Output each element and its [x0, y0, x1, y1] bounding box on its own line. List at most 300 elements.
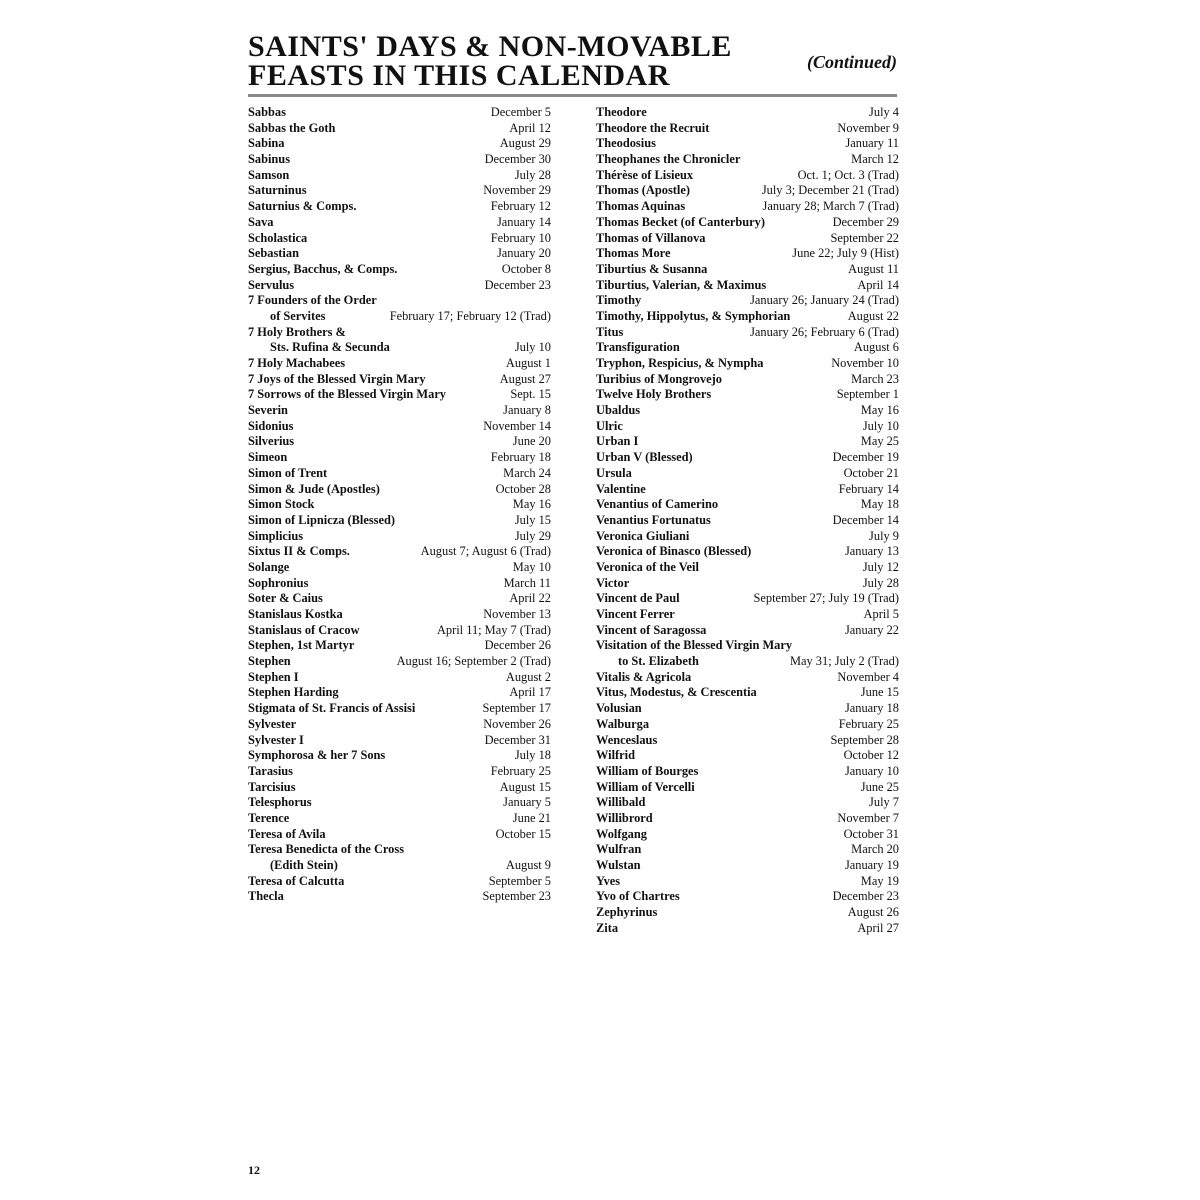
- saint-name: Stephen I: [248, 669, 299, 684]
- saint-entry: [596, 278, 899, 294]
- feast-date: May 18: [860, 497, 899, 512]
- saint-name: Sabina: [248, 136, 285, 151]
- saint-entry: [248, 183, 551, 199]
- saint-name: Teresa of Avila: [248, 826, 326, 841]
- saint-name: Titus: [596, 324, 624, 339]
- saint-entry: [596, 670, 899, 686]
- saint-name: Saturnius & Comps.: [248, 199, 357, 214]
- feast-date: November 7: [837, 810, 899, 825]
- feast-date: December 5: [490, 105, 551, 119]
- saint-entry: [596, 434, 899, 450]
- saint-entry: [248, 780, 551, 796]
- feast-date: September 1: [836, 387, 899, 402]
- saint-name: Victor: [596, 575, 630, 590]
- saint-entry: [596, 544, 899, 560]
- saint-name: Teresa Benedicta of the Cross: [248, 842, 405, 857]
- saint-entry: [248, 278, 551, 294]
- saint-entry: [248, 215, 551, 231]
- saint-entry: [248, 105, 551, 121]
- feast-date: April 11; May 7 (Trad): [436, 622, 551, 637]
- saint-name: Simon Stock: [248, 497, 315, 512]
- feast-date: July 10: [514, 340, 551, 355]
- saint-entry: [596, 513, 899, 529]
- saint-entry: [248, 293, 551, 309]
- saint-entry: [248, 827, 551, 843]
- feast-date: August 15: [499, 779, 551, 794]
- saint-name: Teresa of Calcutta: [248, 873, 345, 888]
- saint-name: Wulstan: [596, 858, 641, 872]
- saint-entry: [248, 717, 551, 733]
- saint-entry: [596, 403, 899, 419]
- saint-name: Veronica Giuliani: [596, 528, 690, 543]
- saint-name: Vincent of Saragossa: [596, 622, 707, 637]
- saint-name: William of Vercelli: [596, 779, 695, 794]
- saint-name: Venantius of Camerino: [596, 497, 719, 512]
- feast-date: October 8: [501, 261, 551, 276]
- saint-name: Thomas of Villanova: [596, 230, 706, 245]
- saint-entry: [248, 231, 551, 247]
- saint-entry: [596, 340, 899, 356]
- saint-entry: [248, 356, 551, 372]
- continued-label: (Continued): [806, 52, 897, 72]
- saint-entry: [596, 372, 899, 388]
- saint-name: Tryphon, Respicius, & Nympha: [596, 356, 764, 370]
- feast-date: September 5: [488, 873, 551, 888]
- saint-name: Ubaldus: [596, 403, 641, 418]
- saint-name: Vitalis & Agricola: [596, 669, 692, 684]
- saint-entry: [248, 434, 551, 450]
- feast-date: August 7; August 6 (Trad): [420, 544, 551, 559]
- saint-entry: [248, 309, 551, 325]
- feast-date: September 17: [482, 701, 551, 716]
- saint-entry: [248, 419, 551, 435]
- saint-name: Sidonius: [248, 418, 294, 433]
- saint-entry: [596, 874, 899, 890]
- saint-entry: [596, 717, 899, 733]
- saint-name: Turibius of Mongrovejo: [596, 371, 722, 386]
- saint-entry: [596, 482, 899, 498]
- saint-name: Tarasius: [248, 763, 293, 778]
- feast-date: July 3; December 21 (Trad): [761, 183, 899, 198]
- saint-entry: [248, 513, 551, 529]
- feast-date: July 10: [862, 418, 899, 433]
- feast-date: August 29: [499, 136, 551, 151]
- saint-name: Soter & Caius: [248, 591, 323, 606]
- feast-date: June 22; July 9 (Hist): [792, 246, 899, 261]
- saint-entry: [596, 701, 899, 717]
- saint-entry: [596, 529, 899, 545]
- saint-name: Thomas More: [596, 246, 671, 261]
- feast-date: August 9: [505, 858, 551, 872]
- saint-name: Sts. Rufina & Secunda: [270, 340, 390, 355]
- saint-entry: [248, 889, 551, 905]
- feast-date: December 23: [832, 889, 899, 904]
- feast-date: September 27; July 19 (Trad): [753, 591, 899, 606]
- saint-entry: [248, 748, 551, 764]
- left-column: [248, 105, 551, 905]
- saint-entry: [596, 466, 899, 482]
- saint-entry: [596, 905, 899, 921]
- saint-name: Theodosius: [596, 136, 656, 151]
- feast-date: November 9: [837, 120, 899, 135]
- feast-date: April 14: [857, 277, 899, 292]
- feast-date: March 24: [503, 465, 551, 480]
- saint-entry: [596, 309, 899, 325]
- saint-entry: [248, 654, 551, 670]
- feast-date: March 11: [503, 575, 551, 590]
- feast-date: July 9: [869, 528, 899, 543]
- feast-date: February 25: [838, 716, 899, 731]
- feast-date: February 25: [490, 763, 551, 778]
- saint-name: Sergius, Bacchus, & Comps.: [248, 261, 398, 276]
- saint-entry: [596, 576, 899, 592]
- saint-name: 7 Sorrows of the Blessed Virgin Mary: [248, 387, 447, 402]
- saint-name: Walburga: [596, 716, 650, 731]
- feast-date: May 10: [512, 559, 551, 574]
- saint-name: 7 Holy Brothers &: [248, 324, 346, 339]
- saint-entry: [248, 685, 551, 701]
- saint-name: Timothy, Hippolytus, & Symphorian: [596, 308, 791, 323]
- saint-name: Thomas Aquinas: [596, 199, 686, 214]
- feast-date: November 13: [483, 607, 551, 621]
- feast-date: January 18: [844, 701, 899, 716]
- saint-name: Stanislaus Kostka: [248, 607, 343, 621]
- feast-date: October 31: [843, 826, 899, 841]
- saint-entry: [248, 576, 551, 592]
- saint-entry: [596, 607, 899, 623]
- feast-date: January 11: [845, 136, 899, 151]
- saint-entry: [248, 811, 551, 827]
- feast-date: April 5: [863, 607, 899, 621]
- saint-name: Willibald: [596, 795, 646, 810]
- saint-name: Wulfran: [596, 842, 642, 857]
- saint-name: Silverius: [248, 434, 295, 449]
- saint-name: 7 Founders of the Order: [248, 293, 377, 308]
- saint-name: Wilfrid: [596, 748, 636, 763]
- saint-name: Urban V (Blessed): [596, 450, 693, 465]
- feast-date: March 20: [851, 842, 899, 857]
- saint-entry: [248, 121, 551, 137]
- saint-name: Thomas (Apostle): [596, 183, 690, 198]
- saint-entry: [596, 560, 899, 576]
- saint-entry: [596, 325, 899, 341]
- saint-entry: [596, 795, 899, 811]
- saint-name: Veronica of Binasco (Blessed): [596, 544, 752, 559]
- feast-date: April 22: [509, 591, 551, 606]
- feast-date: July 15: [514, 512, 551, 527]
- saint-name: Sophronius: [248, 575, 309, 590]
- saint-entry: [248, 466, 551, 482]
- saint-entry: [596, 733, 899, 749]
- saint-entry: [248, 246, 551, 262]
- saint-entry: [248, 842, 551, 858]
- saint-entry: [248, 544, 551, 560]
- feast-date: February 14: [838, 481, 899, 496]
- saint-name: Vincent de Paul: [596, 591, 680, 606]
- saint-name: Sylvester I: [248, 732, 304, 747]
- saint-entry: [248, 733, 551, 749]
- saint-name: Scholastica: [248, 230, 308, 245]
- saint-entry: [248, 199, 551, 215]
- saint-entry: [248, 638, 551, 654]
- saint-entry: [596, 685, 899, 701]
- saint-name: Veronica of the Veil: [596, 559, 699, 574]
- saint-name: Thérèse of Lisieux: [596, 167, 694, 182]
- saint-entry: [596, 827, 899, 843]
- feast-date: January 14: [496, 214, 551, 229]
- saint-entry: [596, 356, 899, 372]
- saint-entry: [596, 419, 899, 435]
- saint-name: Zita: [596, 920, 619, 935]
- saint-name: Yvo of Chartres: [596, 889, 680, 904]
- feast-date: March 23: [851, 371, 899, 386]
- feast-date: November 29: [483, 183, 551, 198]
- saint-entry: [248, 560, 551, 576]
- saint-name: Stephen Harding: [248, 685, 339, 700]
- saint-name: Stigmata of St. Francis of Assisi: [248, 701, 416, 716]
- saint-entry: [596, 623, 899, 639]
- feast-date: Oct. 1; Oct. 3 (Trad): [797, 167, 899, 182]
- feast-date: November 10: [831, 356, 899, 370]
- feast-date: July 7: [869, 795, 899, 810]
- saint-entry: [248, 874, 551, 890]
- saint-name: 7 Holy Machabees: [248, 356, 346, 370]
- feast-date: January 22: [844, 622, 899, 637]
- saint-entry: [248, 325, 551, 341]
- saint-name: Sabinus: [248, 152, 291, 167]
- saint-entry: [248, 152, 551, 168]
- saint-name: Ursula: [596, 465, 632, 480]
- saint-entry: [596, 387, 899, 403]
- saint-entry: [596, 858, 899, 874]
- feast-date: May 25: [860, 434, 899, 449]
- page-number: 12: [248, 1163, 260, 1177]
- feast-date: May 16: [860, 403, 899, 418]
- title-line-1: SAINTS' DAYS & NON-MOVABLE: [248, 30, 732, 63]
- feast-date: January 28; March 7 (Trad): [762, 199, 899, 214]
- feast-date: March 12: [851, 152, 899, 167]
- feast-date: August 6: [853, 340, 899, 355]
- saint-name: Thomas Becket (of Canterbury): [596, 214, 765, 229]
- saint-entry: [596, 842, 899, 858]
- saint-entry: [248, 858, 551, 874]
- saint-name: Simon of Lipnicza (Blessed): [248, 512, 395, 527]
- saint-name: 7 Joys of the Blessed Virgin Mary: [248, 371, 426, 386]
- saint-entry: [596, 168, 899, 184]
- saint-entry: [248, 262, 551, 278]
- feast-date: November 26: [483, 716, 551, 731]
- saint-entry: [248, 529, 551, 545]
- feast-date: July 28: [514, 167, 551, 182]
- saint-name: to St. Elizabeth: [618, 654, 699, 669]
- saint-name: Sylvester: [248, 716, 297, 731]
- feast-date: December 19: [832, 450, 899, 465]
- feast-date: August 1: [505, 356, 551, 370]
- saint-name: Samson: [248, 167, 290, 182]
- saint-entry: [248, 795, 551, 811]
- saint-name: Volusian: [596, 701, 642, 716]
- feast-date: August 11: [848, 261, 899, 276]
- feast-date: January 5: [503, 795, 551, 810]
- feast-date: January 20: [496, 246, 551, 261]
- feast-date: November 14: [483, 418, 551, 433]
- saint-name: of Servites: [270, 308, 326, 323]
- saint-name: Sava: [248, 214, 274, 229]
- feast-date: January 13: [844, 544, 899, 559]
- feast-date: August 26: [847, 905, 899, 920]
- saint-entry: [248, 764, 551, 780]
- feast-date: September 23: [482, 889, 551, 904]
- saint-name: Willibrord: [596, 810, 653, 825]
- saint-name: Wenceslaus: [596, 732, 658, 747]
- saint-name: Solange: [248, 559, 290, 574]
- saint-entry: [596, 497, 899, 513]
- feast-date: December 29: [832, 214, 899, 229]
- saint-name: Terence: [248, 810, 290, 825]
- feast-date: Sept. 15: [510, 387, 551, 402]
- saint-name: Theodore the Recruit: [596, 120, 710, 135]
- saint-entry: [596, 748, 899, 764]
- saint-entry: [248, 168, 551, 184]
- saint-name: Theophanes the Chronicler: [596, 152, 741, 167]
- saint-name: Visitation of the Blessed Virgin Mary: [596, 638, 793, 653]
- saint-entry: [248, 701, 551, 717]
- saint-name: Simon & Jude (Apostles): [248, 481, 380, 496]
- feast-date: October 15: [495, 826, 551, 841]
- saint-name: Twelve Holy Brothers: [596, 387, 712, 402]
- saint-entry: [248, 372, 551, 388]
- feast-date: June 25: [860, 779, 899, 794]
- saint-name: Yves: [596, 873, 621, 888]
- feast-date: July 12: [862, 559, 899, 574]
- feast-date: February 18: [490, 450, 551, 465]
- saint-name: Servulus: [248, 277, 295, 292]
- feast-date: August 22: [847, 308, 899, 323]
- saint-entry: [596, 889, 899, 905]
- saint-entry: [596, 105, 899, 121]
- saint-name: Simplicius: [248, 528, 304, 543]
- saint-entry: [596, 293, 899, 309]
- saint-name: Stephen: [248, 654, 291, 669]
- saint-name: William of Bourges: [596, 763, 699, 778]
- saint-entry: [596, 450, 899, 466]
- saint-name: Sixtus II & Comps.: [248, 544, 350, 559]
- feast-date: July 4: [869, 105, 899, 119]
- saint-name: Transfiguration: [596, 340, 680, 355]
- saint-name: Vitus, Modestus, & Crescentia: [596, 685, 757, 700]
- feast-date: December 23: [484, 277, 551, 292]
- saint-name: Wolfgang: [596, 826, 647, 841]
- saint-name: Simeon: [248, 450, 288, 465]
- saint-entry: [596, 246, 899, 262]
- right-column: [596, 105, 899, 936]
- saint-name: Severin: [248, 403, 288, 418]
- saint-entry: [596, 199, 899, 215]
- feast-date: July 18: [514, 748, 551, 763]
- saint-name: Ulric: [596, 418, 623, 433]
- saint-name: Sabbas the Goth: [248, 120, 336, 135]
- feast-date: May 19: [860, 873, 899, 888]
- feast-date: October 12: [843, 748, 899, 763]
- saint-name: Telesphorus: [248, 795, 312, 810]
- feast-date: April 12: [509, 120, 551, 135]
- saint-entry: [596, 136, 899, 152]
- feast-date: April 17: [509, 685, 551, 700]
- saint-entry: [248, 340, 551, 356]
- feast-date: August 2: [505, 669, 551, 684]
- page-title: [248, 32, 732, 90]
- feast-date: June 20: [512, 434, 551, 449]
- saint-entry: [596, 654, 899, 670]
- feast-date: September 28: [830, 732, 899, 747]
- saint-entry: [248, 136, 551, 152]
- saint-entry: [248, 497, 551, 513]
- saint-name: Symphorosa & her 7 Sons: [248, 748, 386, 763]
- feast-date: December 26: [484, 638, 551, 653]
- saint-entry: [248, 623, 551, 639]
- feast-date: July 28: [862, 575, 899, 590]
- saint-name: Thecla: [248, 889, 284, 904]
- saint-entry: [596, 215, 899, 231]
- feast-date: October 28: [495, 481, 551, 496]
- feast-date: January 19: [844, 858, 899, 872]
- saint-entry: [596, 780, 899, 796]
- feast-date: July 29: [514, 528, 551, 543]
- title-rule: [248, 94, 897, 97]
- saint-entry: [596, 764, 899, 780]
- saint-entry: [596, 152, 899, 168]
- feast-date: December 31: [484, 732, 551, 747]
- saint-entry: [596, 811, 899, 827]
- saint-entry: [248, 403, 551, 419]
- feast-date: December 30: [484, 152, 551, 167]
- feast-date: May 31; July 2 (Trad): [790, 654, 899, 669]
- feast-date: October 21: [843, 465, 899, 480]
- saint-name: Tarcisius: [248, 779, 296, 794]
- feast-date: April 27: [857, 920, 899, 935]
- feast-date: February 12: [490, 199, 551, 214]
- feast-date: November 4: [837, 669, 899, 684]
- feast-date: February 17; February 12 (Trad): [389, 308, 551, 323]
- title-line-2: FEASTS IN THIS CALENDAR: [248, 59, 670, 92]
- saint-entry: [596, 231, 899, 247]
- saint-name: Urban I: [596, 434, 639, 449]
- saint-name: Stanislaus of Cracow: [248, 622, 360, 637]
- saint-name: Timothy: [596, 293, 642, 308]
- saint-name: Stephen, 1st Martyr: [248, 638, 355, 653]
- feast-date: June 21: [512, 810, 551, 825]
- saint-entry: [248, 450, 551, 466]
- feast-date: February 10: [490, 230, 551, 245]
- feast-date: January 8: [503, 403, 551, 418]
- saint-name: Simon of Trent: [248, 465, 328, 480]
- saint-entry: [248, 607, 551, 623]
- feast-date: January 26; February 6 (Trad): [750, 324, 899, 339]
- saint-entry: [248, 387, 551, 403]
- feast-date: September 22: [830, 230, 899, 245]
- saint-name: Sebastian: [248, 246, 299, 261]
- feast-date: June 15: [860, 685, 899, 700]
- saint-name: Venantius Fortunatus: [596, 512, 711, 527]
- feast-date: August 27: [499, 371, 551, 386]
- feast-date: January 10: [844, 763, 899, 778]
- saint-entry: [248, 591, 551, 607]
- saint-name: Zephyrinus: [596, 905, 658, 920]
- feast-date: August 16; September 2 (Trad): [396, 654, 551, 669]
- feast-date: December 14: [832, 512, 899, 527]
- saint-entry: [596, 121, 899, 137]
- saint-entry: [596, 262, 899, 278]
